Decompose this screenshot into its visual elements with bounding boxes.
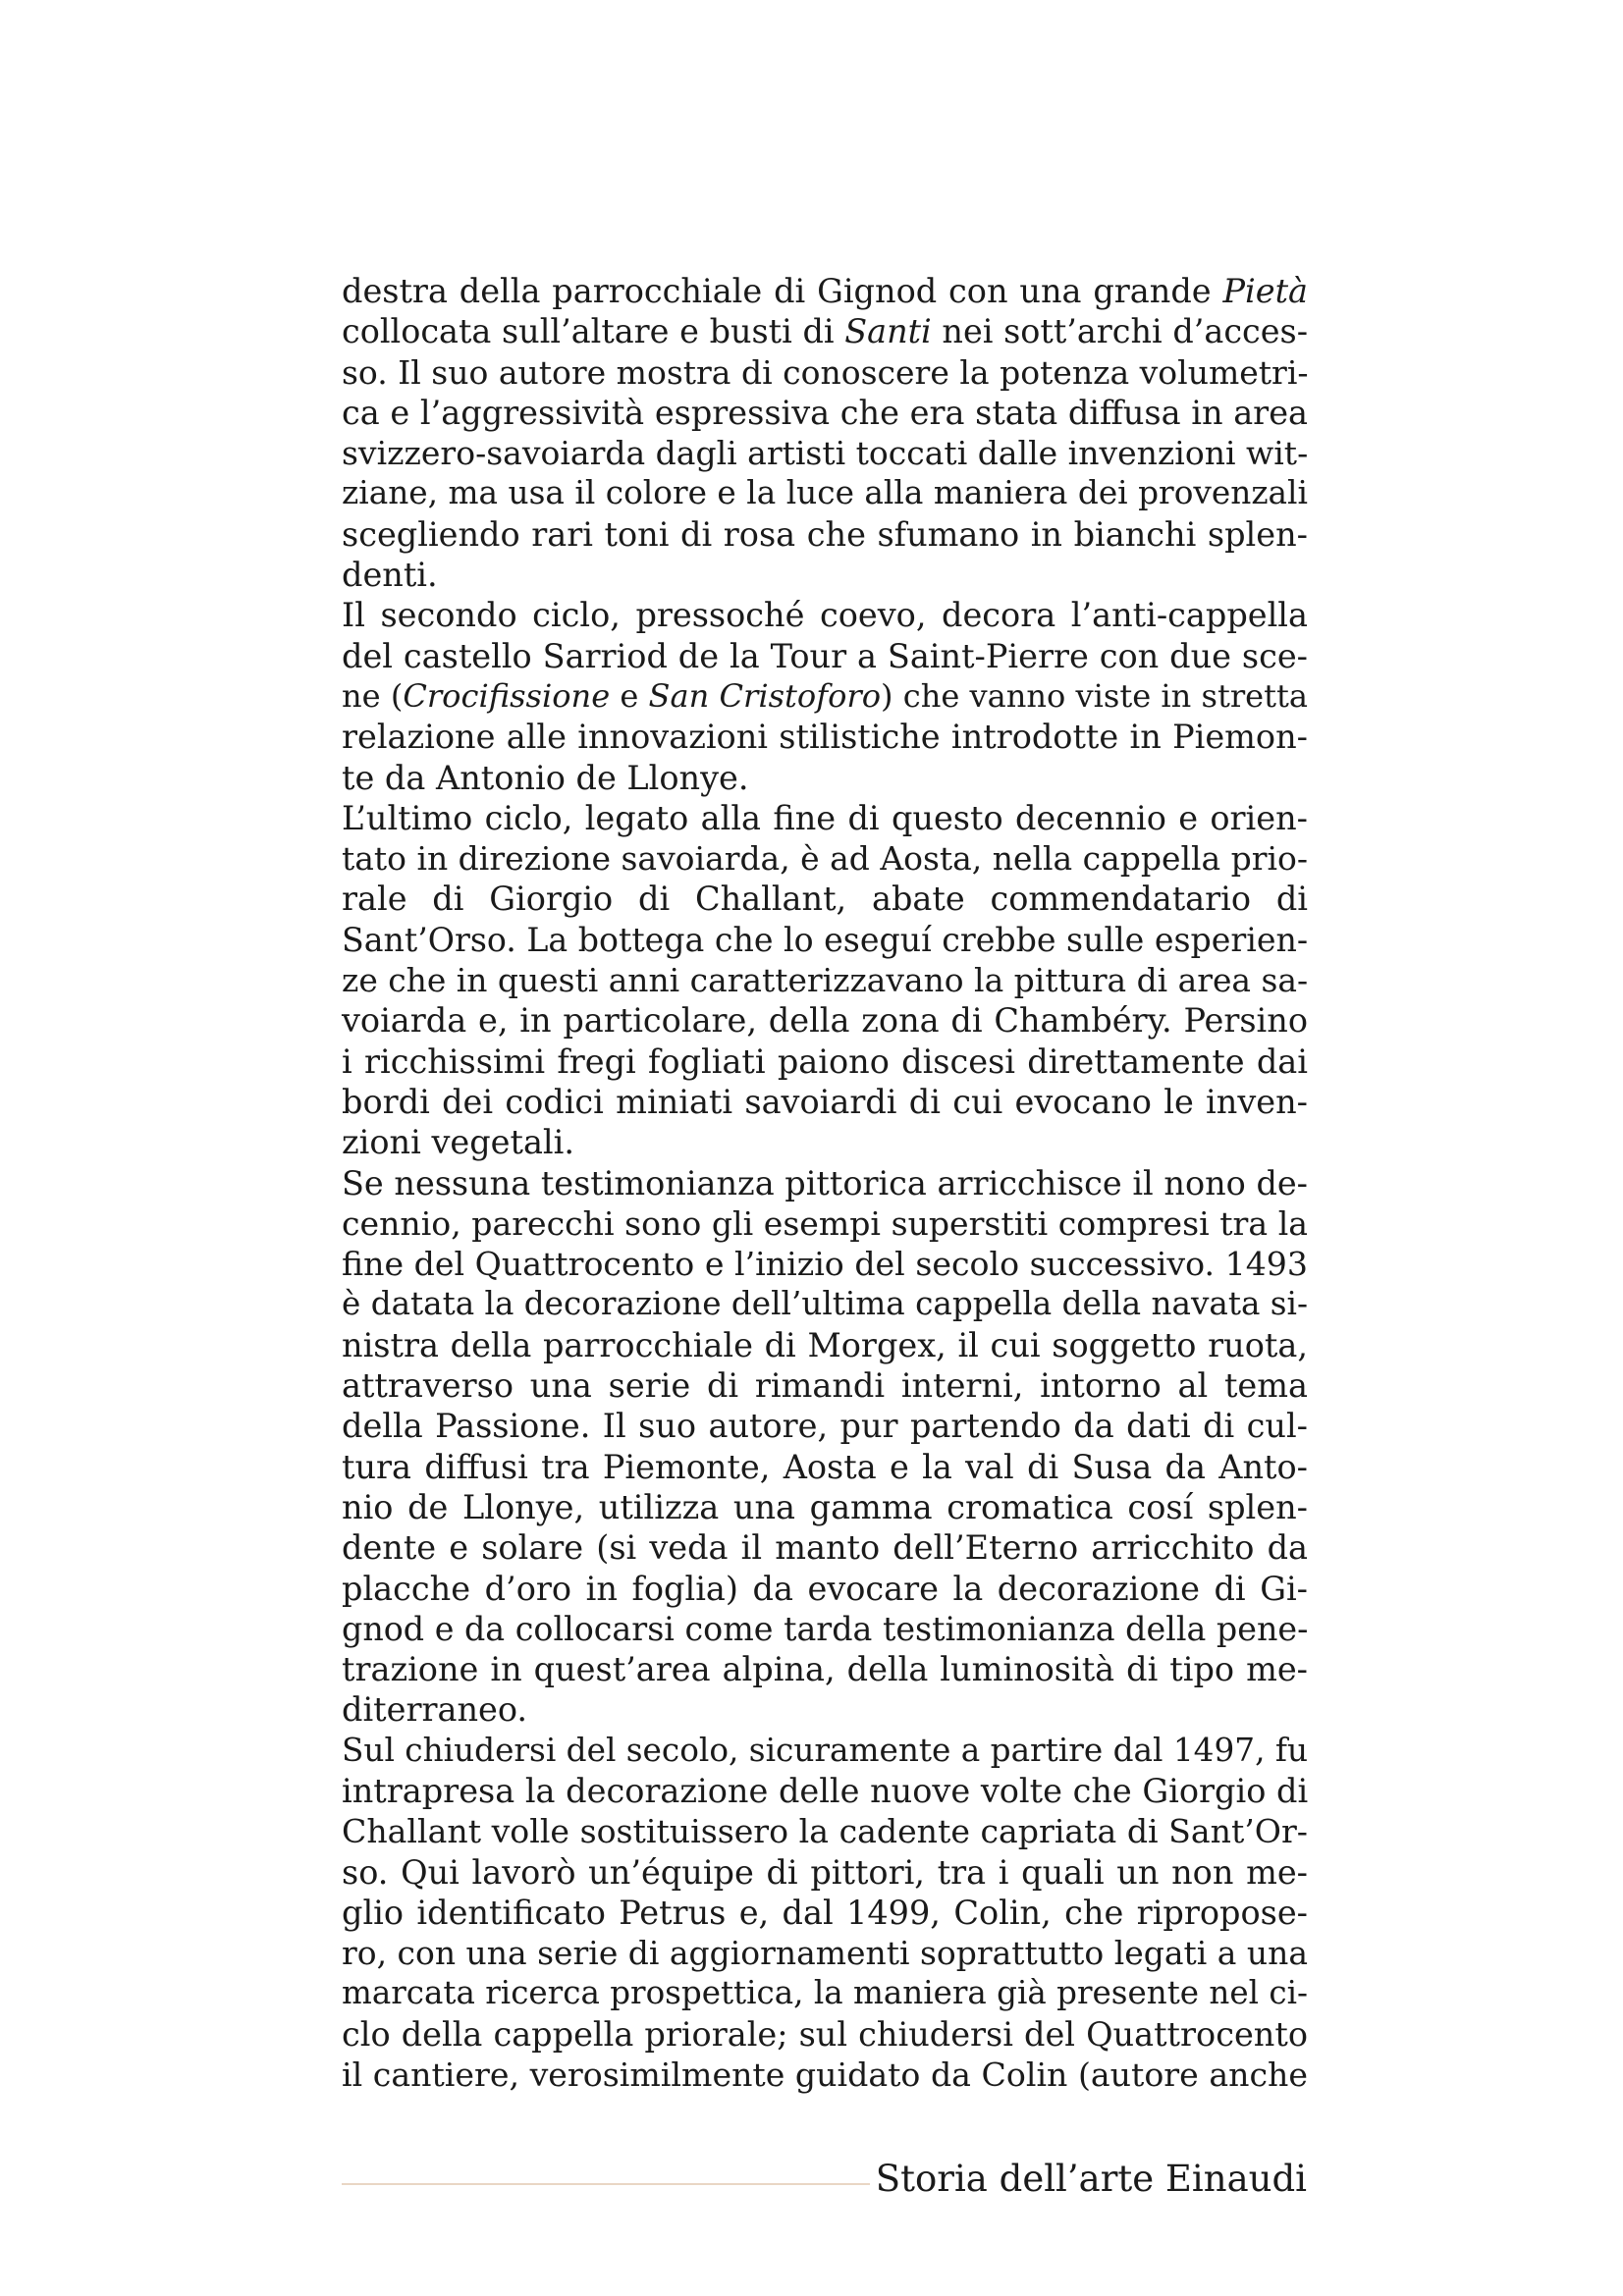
text-line xyxy=(342,514,1308,555)
text-line xyxy=(342,1000,1308,1041)
text-run: tura diffusi tra Piemonte, Aosta e la val di Susa da Anto- xyxy=(342,1447,1308,1486)
text-run: collocata sull’altare e busti di xyxy=(342,312,845,351)
text-line xyxy=(342,1203,1308,1244)
text-line xyxy=(342,1041,1308,1082)
text-line xyxy=(342,920,1308,960)
text-run: il cantiere, verosimilmente guidato da Colin (autore anche xyxy=(342,2056,1308,2095)
text-run: clo della cappella priorale; sul chiudersi del Quattrocento xyxy=(342,2014,1308,2054)
italic-text-run: Pietà xyxy=(1222,272,1308,310)
text-run: i ricchissimi fregi fogliati paiono discesi direttamente dai xyxy=(342,1041,1308,1081)
text-line xyxy=(342,676,1308,717)
text-run: svizzero-savoiarda dagli artisti toccati dalle invenzioni wit- xyxy=(342,434,1309,473)
text-run: tato in direzione savoiarda, è ad Aosta, nella cappella prio- xyxy=(342,839,1309,879)
text-run: bordi dei codici miniati savoiardi di cui evocano le inven- xyxy=(342,1082,1308,1121)
text-run: Il secondo ciclo, pressoché coevo, decora l’anti-cappella xyxy=(342,596,1308,635)
text-line xyxy=(342,1973,1308,2013)
text-line xyxy=(342,1447,1308,1487)
text-line xyxy=(342,960,1308,1000)
text-run: voiarda e, in particolare, della zona di Chambéry. Persino xyxy=(342,1001,1308,1041)
text-line xyxy=(342,1852,1308,1893)
text-run: è datata la decorazione dell’ultima cappella della navata si- xyxy=(342,1285,1308,1323)
footer-rule xyxy=(342,2183,870,2185)
text-line xyxy=(342,393,1308,433)
text-line xyxy=(342,1122,1308,1162)
text-run: ) che vanno viste in stretta xyxy=(881,676,1309,715)
text-line xyxy=(342,433,1308,473)
text-run: nei sott’archi d’acces- xyxy=(931,312,1309,351)
text-run: destra della parrocchiale di Gignod con una grande xyxy=(342,272,1223,310)
text-line xyxy=(342,595,1308,635)
text-run: Sant’Orso. La bottega che lo eseguí crebbe sulle esperien- xyxy=(342,920,1309,959)
italic-text-run: Crocifissione xyxy=(403,676,611,715)
text-run: gnod e da collocarsi come tarda testimonianza della pene- xyxy=(342,1609,1309,1648)
text-line xyxy=(342,1609,1308,1649)
text-run: scegliendo rari toni di rosa che sfumano in bianchi splen- xyxy=(342,514,1308,554)
text-run: relazione alle innovazioni stilistiche introdotte in Piemon- xyxy=(342,718,1308,757)
text-run: trazione in quest’area alpina, della luminosità di tipo me- xyxy=(342,1650,1308,1689)
text-run: ze che in questi anni caratterizzavano la pittura di area sa- xyxy=(342,961,1309,1000)
text-run: ziane, ma usa il colore e la luce alla maniera dei provenzali xyxy=(342,474,1308,512)
text-line xyxy=(342,1731,1308,1771)
text-run: fine del Quattrocento e l’inizio del secolo successivo. 1493 xyxy=(342,1245,1308,1284)
text-line xyxy=(342,838,1308,879)
text-line xyxy=(342,758,1308,798)
text-line xyxy=(342,1569,1308,1609)
italic-text-run: Santi xyxy=(844,312,932,351)
text-line xyxy=(342,1082,1308,1122)
text-line xyxy=(342,473,1308,513)
text-line xyxy=(342,1689,1308,1730)
text-run: del castello Sarriod de la Tour a Saint-Pierre con due sce- xyxy=(342,636,1308,675)
text-run: diterraneo. xyxy=(342,1690,528,1730)
text-run: intrapresa la decorazione delle nuove volte che Giorgio di xyxy=(342,1771,1309,1810)
text-run: marcata ricerca prospettica, la maniera già presente nel ci- xyxy=(342,1974,1308,2012)
text-line xyxy=(342,1406,1308,1446)
text-run: e xyxy=(610,676,649,715)
text-run: dente e solare (si veda il manto dell’Eterno arricchito da xyxy=(342,1528,1308,1568)
text-line xyxy=(342,2055,1308,2095)
text-line xyxy=(342,1163,1308,1203)
footer-series-title: Storia dell’arte Einaudi xyxy=(875,2158,1307,2200)
text-run: so. Il suo autore mostra di conoscere la potenza volumetri- xyxy=(342,352,1309,392)
text-run: zioni vegetali. xyxy=(342,1123,575,1162)
text-run: della Passione. Il suo autore, pur partendo da dati di cul- xyxy=(342,1407,1308,1446)
text-line xyxy=(342,2014,1308,2055)
text-line xyxy=(342,555,1308,595)
text-run: ca e l’aggressività espressiva che era stata diffusa in area xyxy=(342,393,1308,432)
text-line xyxy=(342,1365,1308,1406)
text-run: glio identificato Petrus e, dal 1499, Colin, che ripropose- xyxy=(342,1893,1308,1932)
italic-text-run: San Cristoforo xyxy=(648,676,882,715)
text-run: rale di Giorgio di Challant, abate commendatario di xyxy=(342,880,1308,919)
body-text xyxy=(342,271,1308,2095)
text-line xyxy=(342,798,1308,838)
text-line xyxy=(342,1649,1308,1689)
text-line xyxy=(342,1244,1308,1284)
text-line xyxy=(342,311,1308,351)
text-line xyxy=(342,1325,1308,1365)
text-run: placche d’oro in foglia) da evocare la decorazione di Gi- xyxy=(342,1569,1308,1608)
text-line xyxy=(342,717,1308,757)
text-line xyxy=(342,1487,1308,1527)
text-line xyxy=(342,1771,1308,1811)
text-run: ne ( xyxy=(342,676,404,715)
text-line xyxy=(342,636,1308,676)
text-run: denti. xyxy=(342,556,438,595)
text-run: Challant volle sostituissero la cadente capriata di Sant’Or- xyxy=(342,1812,1308,1851)
text-line xyxy=(342,1811,1308,1851)
text-line xyxy=(342,352,1308,393)
text-line xyxy=(342,1284,1308,1324)
text-run: nistra della parrocchiale di Morgex, il cui soggetto ruota, xyxy=(342,1325,1308,1364)
text-run: attraverso una serie di rimandi interni, intorno al tema xyxy=(342,1366,1308,1406)
text-line xyxy=(342,879,1308,919)
text-run: Se nessuna testimonianza pittorica arricchisce il nono de- xyxy=(342,1163,1308,1202)
text-line xyxy=(342,1893,1308,1933)
text-run: ro, con una serie di aggiornamenti soprattutto legati a una xyxy=(342,1934,1308,1973)
text-run: te da Antonio de Llonye. xyxy=(342,758,749,797)
text-run: L’ultimo ciclo, legato alla fine di questo decennio e orien- xyxy=(342,798,1308,837)
text-line xyxy=(342,1933,1308,1973)
text-line xyxy=(342,271,1308,311)
text-line xyxy=(342,1527,1308,1568)
text-run: cennio, parecchi sono gli esempi superstiti compresi tra la xyxy=(342,1203,1308,1243)
text-run: nio de Llonye, utilizza una gamma cromatica cosí splen- xyxy=(342,1487,1308,1526)
text-run: Sul chiudersi del secolo, sicuramente a partire dal 1497, fu xyxy=(342,1731,1309,1769)
text-run: so. Qui lavorò un’équipe di pittori, tra i quali un non me- xyxy=(342,1852,1308,1892)
